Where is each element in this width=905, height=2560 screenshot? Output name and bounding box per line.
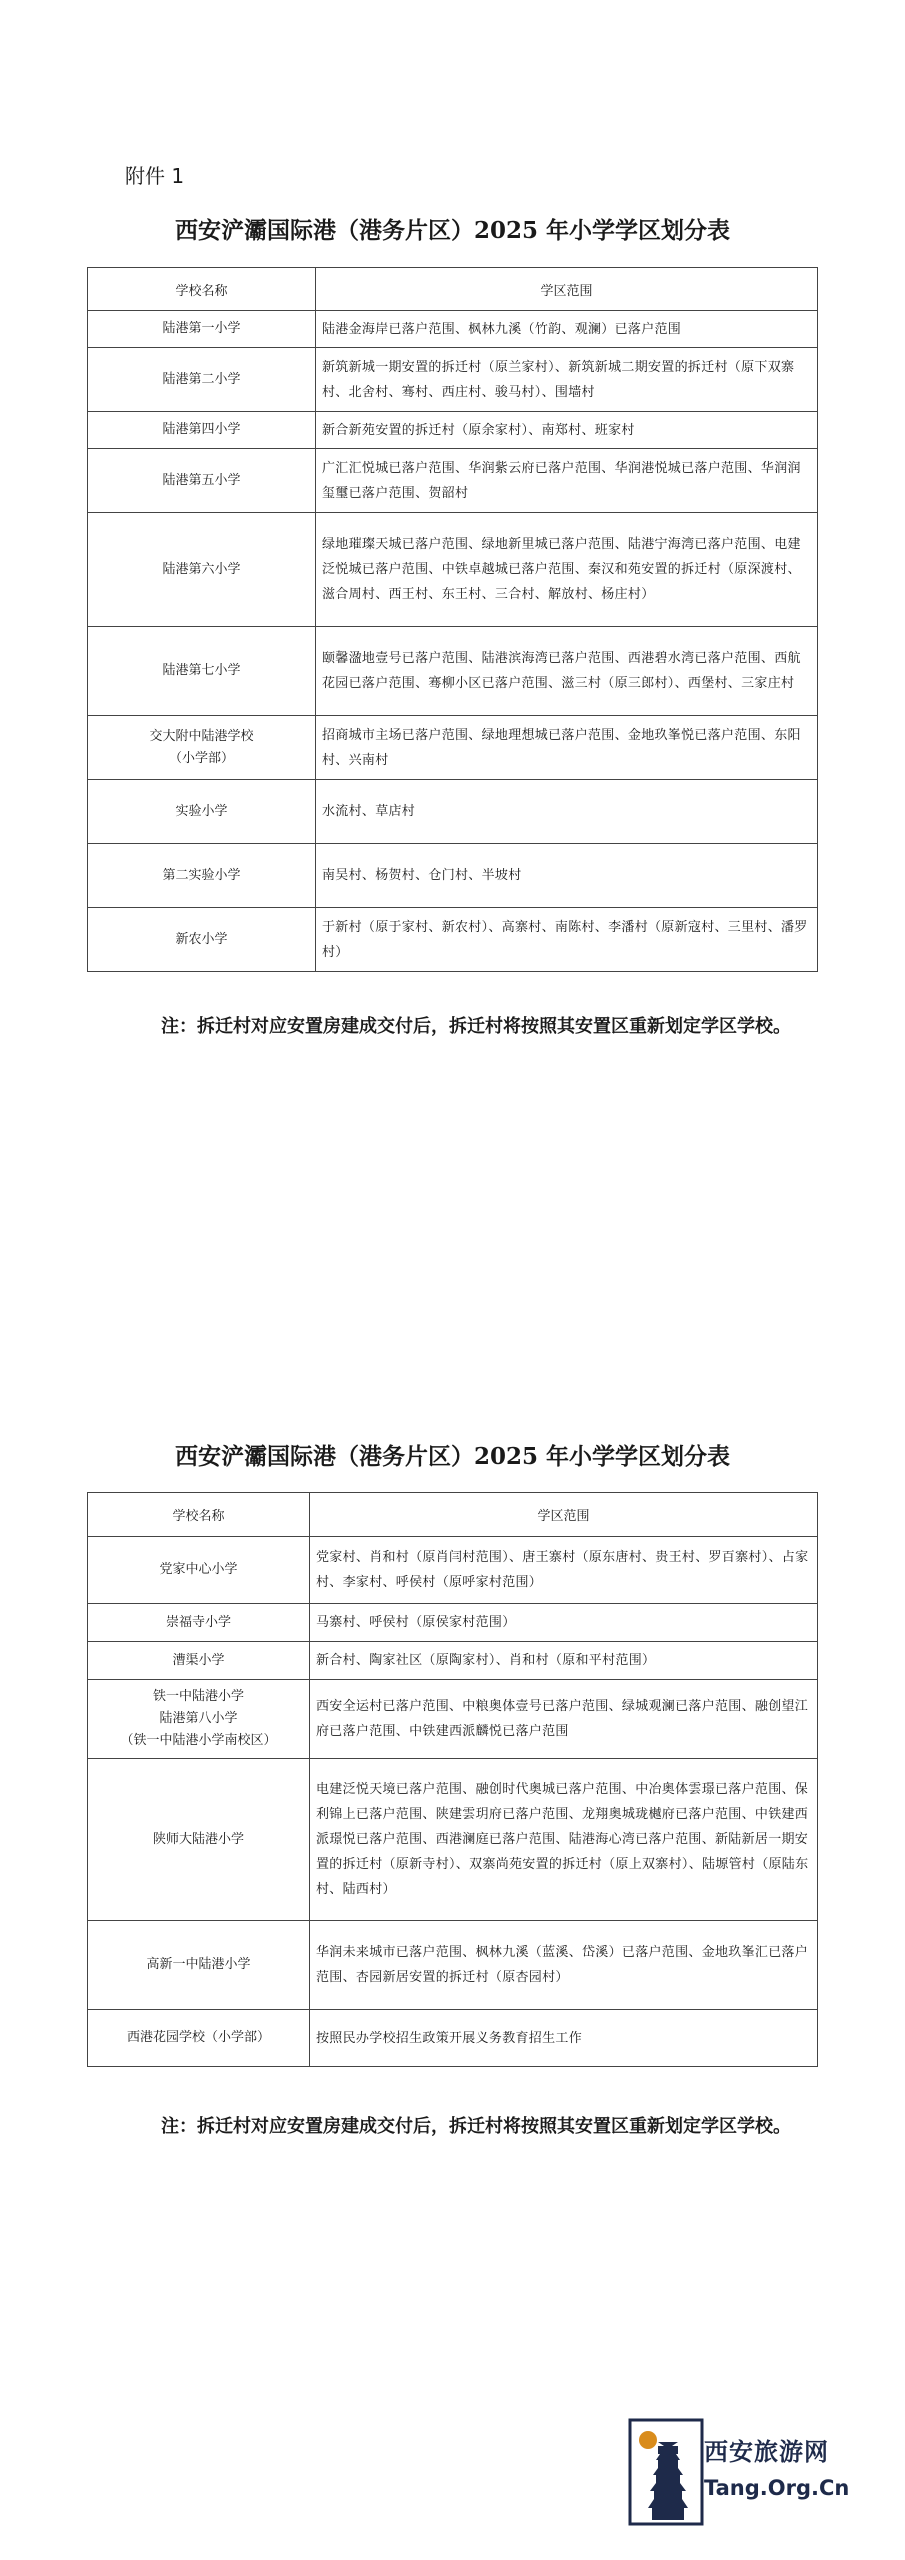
table-row xyxy=(88,412,818,449)
school-name-cell: 党家中心小学 xyxy=(88,1537,310,1604)
attachment-label: 附件 1 xyxy=(125,164,185,188)
school-name-cell: 陆港第四小学 xyxy=(88,412,316,449)
school-district-table-2 xyxy=(87,1492,818,2067)
school-district-table-1 xyxy=(87,267,818,972)
table-row xyxy=(88,1537,818,1604)
site-url: Tang.Org.Cn xyxy=(704,2476,850,2500)
district-range-cell: 陆港金海岸已落户范围、枫林九溪（竹韵、观澜）已落户范围 xyxy=(316,311,818,348)
table-row xyxy=(88,2010,818,2067)
table-header-row xyxy=(88,1493,818,1537)
header-district-range: 学区范围 xyxy=(310,1493,818,1537)
school-name-cell: 陆港第二小学 xyxy=(88,348,316,412)
table-row xyxy=(88,513,818,627)
header-school-name: 学校名称 xyxy=(88,268,316,311)
table-header-row xyxy=(88,268,818,311)
table-row xyxy=(88,1680,818,1759)
school-name-cell: 交大附中陆港学校 （小学部） xyxy=(88,716,316,780)
table-row xyxy=(88,449,818,513)
school-name-cell: 陆港第一小学 xyxy=(88,311,316,348)
school-name-cell: 高新一中陆港小学 xyxy=(88,1921,310,2010)
table-row xyxy=(88,627,818,716)
school-name-cell: 西港花园学校（小学部） xyxy=(88,2010,310,2067)
district-range-cell: 广汇汇悦城已落户范围、华润紫云府已落户范围、华润港悦城已落户范围、华润润玺璽已落户范围、贺韶村 xyxy=(316,449,818,513)
school-name-cell: 崇福寺小学 xyxy=(88,1604,310,1642)
district-range-cell: 新筑新城一期安置的拆迁村（原兰家村）、新筑新城二期安置的拆迁村（原下双寨村、北舍村、骞村、西庄村、骏马村）、围墙村 xyxy=(316,348,818,412)
district-range-cell: 电建泛悦天境已落户范围、融创时代奥城已落户范围、中冶奥体雲璟已落户范围、保利锦上已落户范围、陕建雲玥府已落户范围、龙翔奥城珑樾府已落户范围、中铁建西派璟悦已落户范围、西港澜庭已落户范围、陆港海心湾已落户范围、新陆新居一期安置的拆迁村（原新寺村）、双寨尚苑安置的拆迁村（原上双寨村）、陆塬管村（原陆东村、陆西村） xyxy=(310,1759,818,1921)
table-row xyxy=(88,1759,818,1921)
table-1-title: 西安浐灞国际港（港务片区）2025 年小学学区划分表 xyxy=(174,217,731,244)
school-name-cell: 新农小学 xyxy=(88,908,316,972)
header-school-name: 学校名称 xyxy=(88,1493,310,1537)
school-name-cell: 陆港第六小学 xyxy=(88,513,316,627)
table-row xyxy=(88,844,818,908)
school-name-cell: 第二实验小学 xyxy=(88,844,316,908)
school-name-cell: 陆港第五小学 xyxy=(88,449,316,513)
district-range-cell: 绿地璀璨天城已落户范围、绿地新里城已落户范围、陆港宁海湾已落户范围、电建泛悦城已落户范围、中铁卓越城已落户范围、秦汉和苑安置的拆迁村（原深渡村、滋合周村、西王村、东王村、三合村、解放村、杨庄村） xyxy=(316,513,818,627)
table-row xyxy=(88,716,818,780)
table-1-note: 注：拆迁村对应安置房建成交付后，拆迁村将按照其安置区重新划定学区学校。 xyxy=(161,1016,791,1037)
header-district-range: 学区范围 xyxy=(316,268,818,311)
school-name-cell: 陆港第七小学 xyxy=(88,627,316,716)
table-row xyxy=(88,311,818,348)
district-range-cell: 于新村（原于家村、新农村）、高寨村、南陈村、李潘村（原新寇村、三里村、潘罗村） xyxy=(316,908,818,972)
district-range-cell: 南吴村、杨贺村、仓门村、半坡村 xyxy=(316,844,818,908)
table-2-note: 注：拆迁村对应安置房建成交付后，拆迁村将按照其安置区重新划定学区学校。 xyxy=(161,2116,791,2137)
table-row xyxy=(88,1642,818,1680)
school-name-cell: 铁一中陆港小学 陆港第八小学 （铁一中陆港小学南校区） xyxy=(88,1680,310,1759)
table-row xyxy=(88,780,818,844)
district-range-cell: 华润未来城市已落户范围、枫林九溪（蓝溪、岱溪）已落户范围、金地玖峯汇已落户范围、杏园新居安置的拆迁村（原杏园村） xyxy=(310,1921,818,2010)
district-range-cell: 新合新苑安置的拆迁村（原余家村）、南郑村、班家村 xyxy=(316,412,818,449)
table-row xyxy=(88,348,818,412)
school-name-cell: 陕师大陆港小学 xyxy=(88,1759,310,1921)
table-row xyxy=(88,1604,818,1642)
site-watermark xyxy=(628,2412,850,2532)
pagoda-logo-icon xyxy=(628,2412,710,2532)
district-range-cell: 招商城市主场已落户范围、绿地理想城已落户范围、金地玖峯悦已落户范围、东阳村、兴南村 xyxy=(316,716,818,780)
district-range-cell: 水流村、草店村 xyxy=(316,780,818,844)
district-range-cell: 马寨村、呼侯村（原侯家村范围） xyxy=(310,1604,818,1642)
district-range-cell: 党家村、肖和村（原肖闫村范围）、唐王寨村（原东唐村、贵王村、罗百寨村）、占家村、李家村、呼侯村（原呼家村范围） xyxy=(310,1537,818,1604)
district-range-cell: 按照民办学校招生政策开展义务教育招生工作 xyxy=(310,2010,818,2067)
table-2-title: 西安浐灞国际港（港务片区）2025 年小学学区划分表 xyxy=(174,1443,731,1470)
site-name: 西安旅游网 xyxy=(704,2438,829,2466)
table-row xyxy=(88,1921,818,2010)
district-range-cell: 西安全运村已落户范围、中粮奥体壹号已落户范围、绿城观澜已落户范围、融创望江府已落户范围、中铁建西派麟悦已落户范围 xyxy=(310,1680,818,1759)
table-row xyxy=(88,908,818,972)
school-name-cell: 实验小学 xyxy=(88,780,316,844)
district-range-cell: 新合村、陶家社区（原陶家村）、肖和村（原和平村范围） xyxy=(310,1642,818,1680)
school-name-cell: 漕渠小学 xyxy=(88,1642,310,1680)
district-range-cell: 颐馨溋地壹号已落户范围、陆港滨海湾已落户范围、西港碧水湾已落户范围、西航花园已落户范围、骞柳小区已落户范围、滋三村（原三郎村）、西堡村、三家庄村 xyxy=(316,627,818,716)
